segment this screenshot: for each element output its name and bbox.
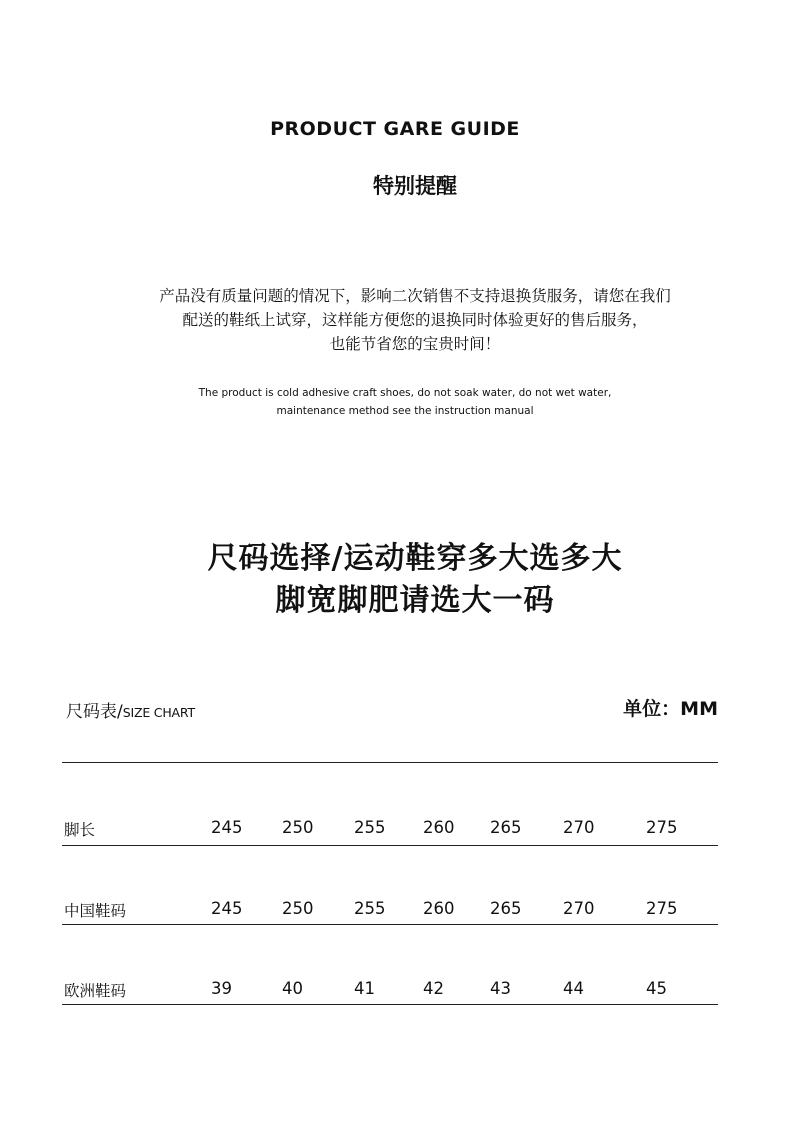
guide-title: PRODUCT GARE GUIDE [270, 118, 520, 140]
size-chart-label-en: SIZE CHART [122, 705, 195, 720]
unit-label: 单位：MM [623, 698, 718, 720]
size-cell: 275 [646, 818, 678, 837]
size-cell: 275 [646, 899, 678, 918]
size-cell: 42 [423, 979, 444, 998]
size-headline [20, 538, 790, 622]
size-cell: 40 [282, 979, 303, 998]
cn-notice [20, 284, 790, 356]
row-label-china-size: 中国鞋码 [64, 902, 127, 920]
size-cell: 43 [490, 979, 511, 998]
reminder-title: 特别提醒 [373, 174, 457, 198]
size-cell: 44 [563, 979, 584, 998]
size-cell: 265 [490, 818, 522, 837]
size-cell: 255 [354, 899, 386, 918]
row-label-foot-length: 脚长 [64, 821, 96, 839]
size-cell: 260 [423, 818, 455, 837]
size-cell: 245 [211, 899, 243, 918]
row-label-eu-size: 欧洲鞋码 [64, 982, 127, 1000]
size-cell: 270 [563, 818, 595, 837]
size-cell: 265 [490, 899, 522, 918]
size-cell: 255 [354, 818, 386, 837]
size-cell: 250 [282, 818, 314, 837]
size-cell: 45 [646, 979, 667, 998]
size-chart-label-cn: 尺码表/ [66, 702, 123, 722]
cn-notice-line: 产品没有质量问题的情况下，影响二次销售不支持退换货服务，请您在我们 [159, 287, 671, 305]
en-notice [10, 384, 790, 420]
cn-notice-line: 也能节省您的宝贵时间！ [329, 335, 501, 353]
row-rule [62, 845, 718, 846]
row-rule [62, 1004, 718, 1005]
size-cell: 245 [211, 818, 243, 837]
en-notice-line: The product is cold adhesive craft shoes, do not soak water, do not wet water, [198, 387, 612, 399]
size-chart-label [66, 697, 195, 722]
size-cell: 39 [211, 979, 232, 998]
headline-line: 脚宽脚肥请选大一码 [275, 583, 555, 618]
en-notice-line: maintenance method see the instruction manual [276, 405, 534, 417]
size-cell: 41 [354, 979, 375, 998]
headline-line: 尺码选择/运动鞋穿多大选多大 [207, 541, 623, 576]
cn-notice-line: 配送的鞋纸上试穿，这样能方便您的退换同时体验更好的售后服务， [182, 311, 648, 329]
size-cell: 260 [423, 899, 455, 918]
row-rule [62, 924, 718, 925]
table-top-rule [62, 762, 718, 763]
size-cell: 250 [282, 899, 314, 918]
size-cell: 270 [563, 899, 595, 918]
